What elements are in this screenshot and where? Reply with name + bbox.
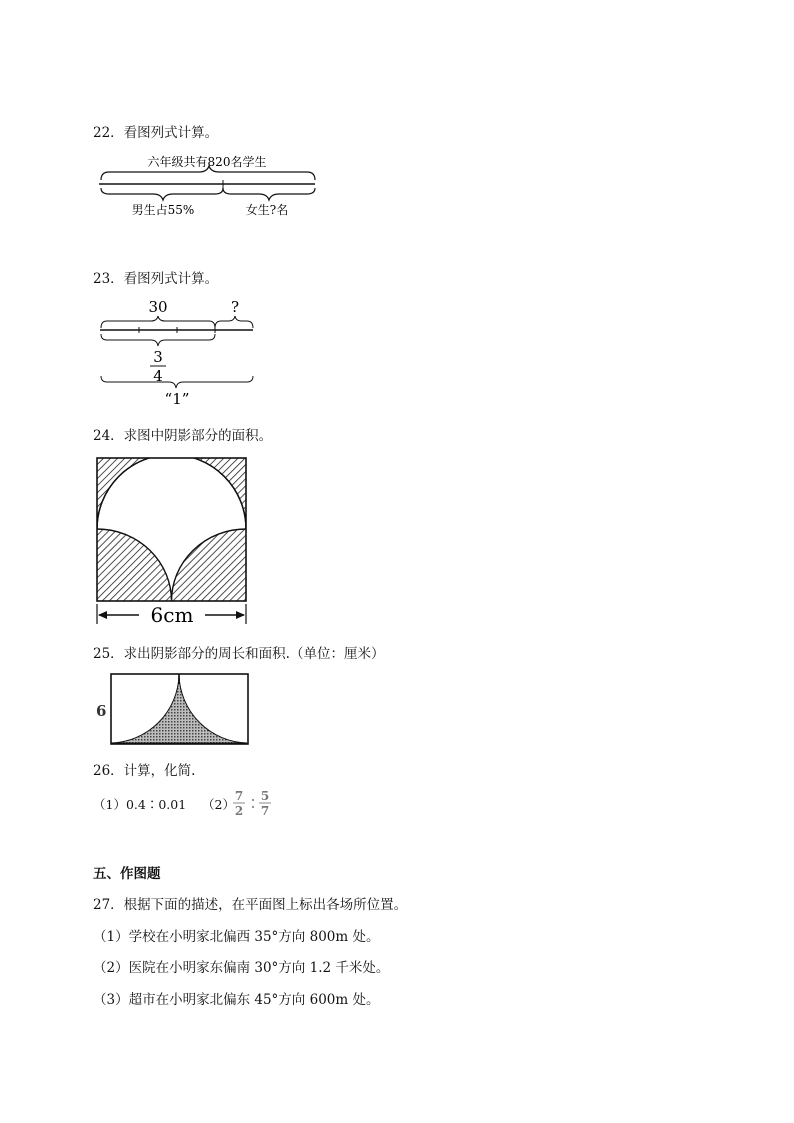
q22-left-brace xyxy=(101,188,223,200)
q23-top-right-brace xyxy=(215,316,253,328)
q22-top-brace xyxy=(101,166,315,180)
q23-text: 23．看图列式计算。 xyxy=(93,271,219,287)
q26-fraction-expr xyxy=(230,787,276,819)
q23-top-right-label: ? xyxy=(230,298,240,316)
section-heading: 五、作图题 xyxy=(93,866,161,882)
q26-part1: （1）0.4∶0.01 xyxy=(93,797,187,812)
q25-diagram xyxy=(93,670,253,750)
q25-text: 25．求出阴影部分的周长和面积.（单位：厘米） xyxy=(93,646,385,662)
q23-fraction-brace xyxy=(101,334,215,346)
q22-left-label: 男生占55% xyxy=(131,203,195,217)
q27-item: （1）学校在小明家北偏西 35°方向 800m 处。 xyxy=(93,929,380,945)
frac-b-num: 5 xyxy=(260,789,270,803)
frac-b-den: 7 xyxy=(260,804,270,818)
q25-side-label: 6 xyxy=(96,702,107,720)
q23-top-left-brace xyxy=(101,316,215,328)
q22-total-label: 六年级共有820名学生 xyxy=(147,155,267,169)
q22-text: 22．看图列式计算。 xyxy=(93,125,219,141)
q27-item: （2）医院在小明家东偏南 30°方向 1.2 千米处。 xyxy=(93,960,390,976)
q22-right-brace xyxy=(223,188,315,200)
q23-whole-label: “1” xyxy=(164,390,190,408)
q23-frac-den: 4 xyxy=(153,367,163,385)
ratio-colon-icon xyxy=(252,806,254,808)
ratio-colon-icon xyxy=(252,799,254,801)
q23-whole-brace xyxy=(101,376,253,388)
q24-diagram xyxy=(93,454,253,634)
q23-diagram xyxy=(95,294,265,409)
shaded-region xyxy=(111,675,247,743)
frac-a-num: 7 xyxy=(234,789,244,803)
arrow-left-icon xyxy=(98,611,107,619)
frac-a-den: 2 xyxy=(234,804,244,818)
arrow-right-icon xyxy=(236,611,245,619)
q27-text: 27．根据下面的描述，在平面图上标出各场所位置。 xyxy=(93,897,408,913)
q23-frac-num: 3 xyxy=(153,348,163,366)
q23-top-left-label: 30 xyxy=(148,298,168,316)
q22-right-label: 女生?名 xyxy=(245,203,289,217)
q24-text: 24．求图中阴影部分的面积。 xyxy=(93,428,273,444)
q26-text: 26．计算，化简. xyxy=(93,763,196,779)
q22-diagram xyxy=(95,150,325,225)
q26-part2: （2） xyxy=(202,797,235,812)
q24-dimension-label: 6cm xyxy=(150,603,194,627)
q27-item: （3）超市在小明家北偏东 45°方向 600m 处。 xyxy=(93,992,380,1008)
